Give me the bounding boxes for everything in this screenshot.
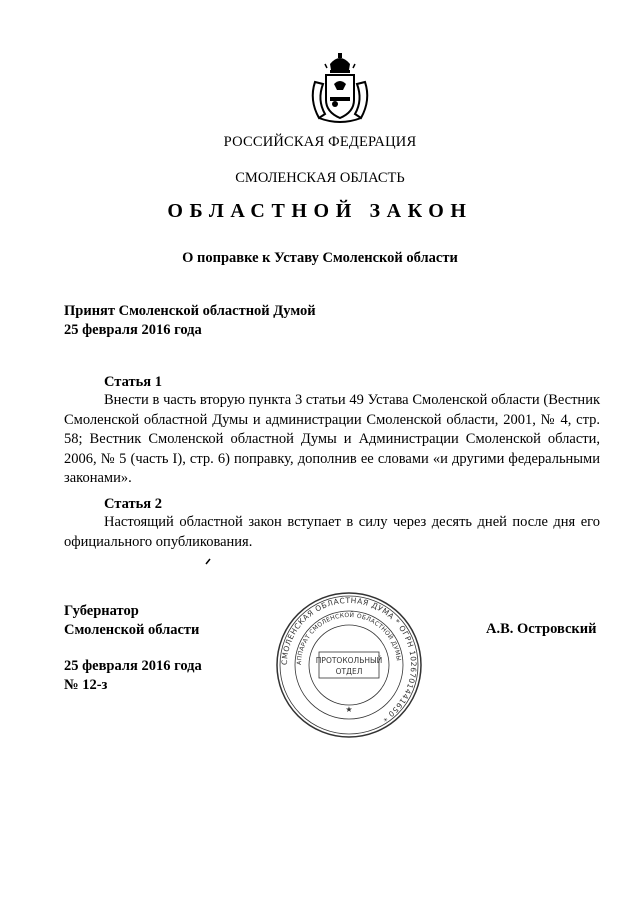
seal-star-icon: ★	[345, 705, 353, 714]
article-1-body	[64, 391, 600, 489]
adoption-block	[64, 302, 316, 340]
article-2-title: Статья 2	[104, 496, 162, 512]
governor-position: Губернатор	[64, 603, 139, 619]
seal-outer-text: СМОЛЕНСКАЯ ОБЛАСТНАЯ ДУМА * ОГРН 1026701441650 *	[279, 595, 419, 724]
pen-mark	[204, 556, 214, 566]
law-subject: О поправке к Уставу Смоленской области	[182, 250, 458, 266]
region-heading: СМОЛЕНСКАЯ ОБЛАСТЬ	[235, 170, 405, 186]
article-1-text: Внести в часть вторую пункта 3 статьи 49 Устава Смоленской области (Вестник Смоленской областной Думы и администрации Смоленской области, 2001, № 4, стр. 58; Вестник Смоленской областной Думы и Администрации Смоленской области, 2006, № 5 (часть I), стр. 6) поправку, дополнив ее словами «и другими федеральными законами».	[64, 392, 600, 486]
coat-of-arms-icon	[305, 52, 375, 124]
official-seal	[274, 590, 424, 740]
adoption-line: Принят Смоленской областной Думой	[64, 303, 316, 319]
seal-center-line-1: ПРОТОКОЛЬНЫЙ	[315, 656, 383, 665]
article-1-title: Статья 1	[104, 374, 162, 390]
country-heading: РОССИЙСКАЯ ФЕДЕРАЦИЯ	[223, 134, 417, 150]
article-2-body	[64, 513, 600, 552]
adoption-date: 25 февраля 2016 года	[64, 322, 202, 338]
law-number: № 12-з	[64, 677, 108, 693]
governor-title	[64, 602, 199, 640]
article-2-text: Настоящий областной закон вступает в силу через десять дней после дня его официального опубликования.	[64, 514, 600, 550]
signing-block	[64, 657, 202, 695]
seal-inner-text: АППАРАТ СМОЛЕНСКОЙ ОБЛАСТНОЙ ДУМЫ	[295, 611, 402, 666]
governor-region: Смоленской области	[64, 622, 200, 638]
document-type-title: ОБЛАСТНОЙ ЗАКОН	[167, 200, 473, 222]
seal-center-line-2: ОТДЕЛ	[335, 667, 363, 676]
signing-date: 25 февраля 2016 года	[64, 658, 202, 674]
signatory-name: А.В. Островский	[486, 621, 597, 637]
